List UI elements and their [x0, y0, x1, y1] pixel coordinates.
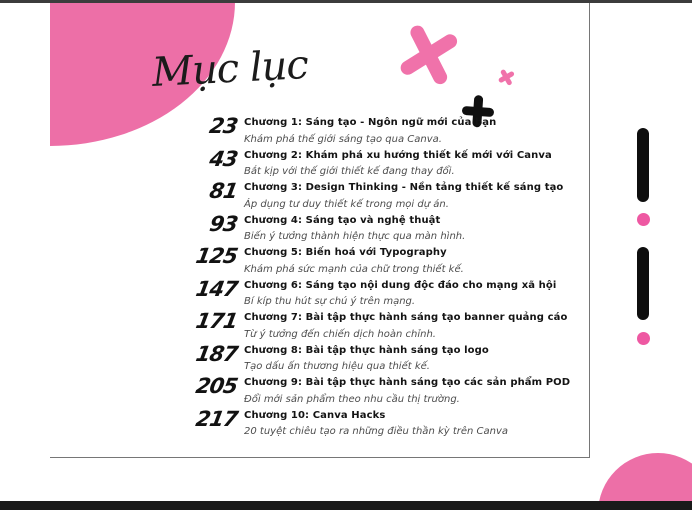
chapter-subtitle: Bắt kịp với thế giới thiết kế đang thay đổi.: [244, 166, 455, 178]
toc-row: [188, 115, 564, 148]
pink-x-small-icon: [496, 67, 516, 87]
chapter-page-number: 81: [207, 179, 240, 204]
exclamation-bar-icon: [637, 128, 649, 202]
chapter-text: [244, 375, 570, 406]
chapter-title: Chương 1: Sáng tạo - Ngôn ngữ mới của bạn: [244, 117, 497, 128]
chapter-title: Chương 9: Bài tập thực hành sáng tạo các sản phẩm POD: [244, 377, 571, 389]
chapter-text: [244, 213, 465, 244]
chapter-subtitle: Khám phá thế giới sáng tạo qua Canva.: [244, 133, 442, 145]
pink-x-large-icon: [394, 20, 464, 90]
toc-row: [188, 374, 571, 408]
exclamation-bar-icon: [637, 247, 649, 320]
toc-row: [188, 180, 564, 213]
toc-row: [188, 408, 564, 441]
chapter-page-number: 125: [194, 244, 240, 269]
pink-dot-icon: [637, 213, 650, 226]
toc-row: [188, 278, 564, 311]
chapter-text: [244, 408, 508, 439]
chapter-page-number: 147: [194, 276, 240, 301]
chapter-subtitle: Biến ý tưởng thành hiện thực qua màn hình.: [244, 231, 466, 243]
chapter-title: Chương 5: Biến hoá với Typography: [244, 247, 447, 259]
chapter-title: Chương 10: Canva Hacks: [244, 409, 386, 421]
chapter-text: [244, 343, 489, 374]
chapter-text: [244, 245, 464, 276]
chapter-page-number: 205: [194, 374, 240, 399]
chapter-subtitle: Tạo dấu ấn thương hiệu qua thiết kế.: [244, 361, 430, 373]
chapter-title: Chương 6: Sáng tạo nội dung độc đáo cho mạng xã hội: [244, 279, 557, 291]
chapter-page-number: 43: [207, 146, 240, 171]
chapter-title: Chương 8: Bài tập thực hành sáng tạo logo: [244, 344, 489, 356]
chapter-title: Chương 7: Bài tập thực hành sáng tạo banner quảng cáo: [244, 312, 568, 324]
chapter-text: [244, 310, 567, 341]
page-title: Mục lục: [150, 41, 309, 97]
pink-dot-icon: [637, 332, 650, 345]
toc-list: [188, 114, 571, 440]
toc-row: [188, 148, 564, 181]
chapter-text: [244, 148, 552, 179]
toc-row: [188, 245, 564, 278]
toc-row: [188, 213, 564, 246]
chapter-subtitle: Khám phá sức mạnh của chữ trong thiết kế.: [244, 263, 464, 275]
chapter-page-number: 171: [194, 309, 240, 334]
chapter-page-number: 93: [207, 211, 240, 236]
chapter-title: Chương 4: Sáng tạo và nghệ thuật: [244, 214, 441, 226]
chapter-title: Chương 2: Khám phá xu hướng thiết kế mới với Canva: [244, 149, 552, 161]
exclamation-marks-group: [635, 128, 651, 348]
chapter-title: Chương 3: Design Thinking - Nền tảng thiết kế sáng tạo: [244, 182, 564, 194]
chapter-subtitle: Áp dụng tư duy thiết kế trong mọi dự án.: [244, 198, 449, 210]
chapter-text: [244, 278, 556, 309]
book-page: [50, 2, 590, 458]
bottom-edge-bar: [0, 501, 692, 510]
toc-row: [188, 343, 564, 376]
chapter-text: [244, 115, 496, 146]
chapter-subtitle: Bí kíp thu hút sự chú ý trên mạng.: [244, 296, 416, 308]
top-edge-bar: [0, 0, 692, 3]
chapter-page-number: 187: [194, 341, 240, 366]
chapter-subtitle: Từ ý tưởng đến chiến dịch hoàn chỉnh.: [244, 328, 436, 340]
chapter-page-number: 217: [194, 406, 240, 431]
toc-row: [188, 309, 568, 343]
chapter-subtitle: 20 tuyệt chiêu tạo ra những điều thần kỳ trên Canva: [244, 426, 509, 438]
chapter-subtitle: Đổi mới sản phẩm theo nhu cầu thị trường.: [244, 393, 460, 405]
chapter-page-number: 23: [207, 114, 240, 138]
chapter-text: [244, 180, 563, 211]
